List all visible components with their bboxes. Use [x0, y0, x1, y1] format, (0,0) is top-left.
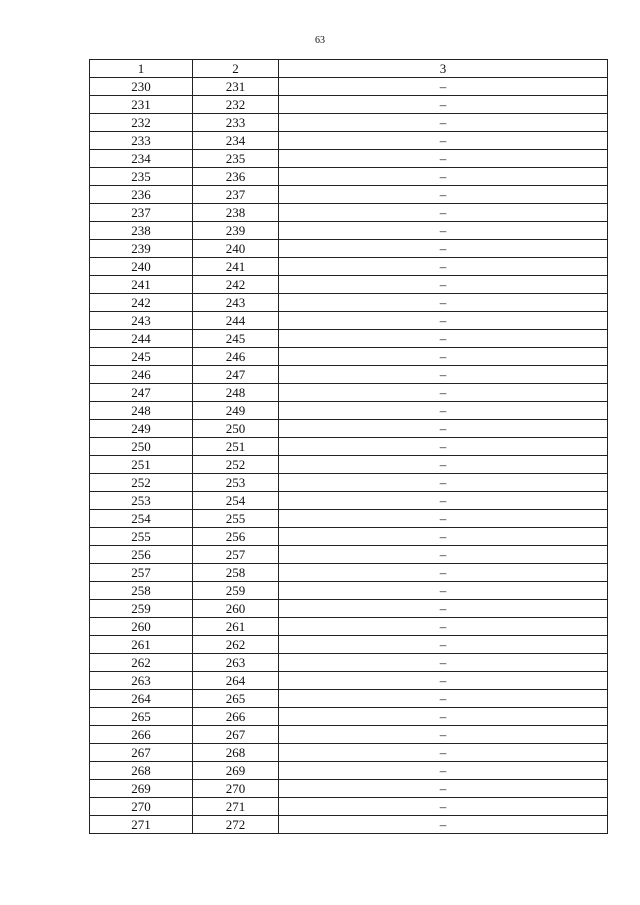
table-row [90, 564, 608, 582]
table-cell-col-2: 268 [193, 744, 279, 762]
table-row [90, 492, 608, 510]
table-cell-col-1: 237 [90, 204, 193, 222]
table-cell-col-1: 241 [90, 276, 193, 294]
table-row [90, 654, 608, 672]
table-row [90, 618, 608, 636]
table-row [90, 816, 608, 834]
table-row [90, 474, 608, 492]
table-row [90, 78, 608, 96]
table-row [90, 366, 608, 384]
table-cell-col-3: – [279, 726, 608, 744]
table-cell-col-1: 242 [90, 294, 193, 312]
table-cell-col-3: – [279, 492, 608, 510]
table-cell-col-3: – [279, 780, 608, 798]
table-cell-col-3: – [279, 186, 608, 204]
table-row [90, 708, 608, 726]
table-cell-col-3: – [279, 96, 608, 114]
table-row [90, 96, 608, 114]
table-cell-col-3: – [279, 708, 608, 726]
table-row [90, 222, 608, 240]
table-cell-col-1: 245 [90, 348, 193, 366]
table-cell-col-2: 263 [193, 654, 279, 672]
table-cell-col-3: – [279, 312, 608, 330]
table-cell-col-1: 234 [90, 150, 193, 168]
table-cell-col-2: 243 [193, 294, 279, 312]
table-cell-col-2: 232 [193, 96, 279, 114]
table-cell-col-1: 230 [90, 78, 193, 96]
column-header-2: 2 [193, 60, 279, 78]
table-cell-col-3: – [279, 204, 608, 222]
table-cell-col-1: 257 [90, 564, 193, 582]
table-row [90, 384, 608, 402]
table-row [90, 294, 608, 312]
table-cell-col-1: 238 [90, 222, 193, 240]
table-row [90, 762, 608, 780]
table-cell-col-1: 233 [90, 132, 193, 150]
table-cell-col-3: – [279, 438, 608, 456]
table-row [90, 204, 608, 222]
table-cell-col-1: 253 [90, 492, 193, 510]
table-cell-col-2: 266 [193, 708, 279, 726]
table-row [90, 240, 608, 258]
table-cell-col-3: – [279, 384, 608, 402]
table-cell-col-1: 264 [90, 690, 193, 708]
table-cell-col-1: 270 [90, 798, 193, 816]
table-cell-col-3: – [279, 636, 608, 654]
table-cell-col-2: 264 [193, 672, 279, 690]
table-cell-col-1: 254 [90, 510, 193, 528]
table-cell-col-2: 244 [193, 312, 279, 330]
table-row [90, 348, 608, 366]
column-header-1: 1 [90, 60, 193, 78]
table-row [90, 744, 608, 762]
table-row [90, 186, 608, 204]
table-cell-col-3: – [279, 798, 608, 816]
table-cell-col-3: – [279, 456, 608, 474]
table-row [90, 150, 608, 168]
table-cell-col-1: 243 [90, 312, 193, 330]
table-body [90, 78, 608, 834]
table-cell-col-1: 250 [90, 438, 193, 456]
table-cell-col-3: – [279, 510, 608, 528]
table-cell-col-1: 258 [90, 582, 193, 600]
table-cell-col-3: – [279, 744, 608, 762]
table-cell-col-2: 254 [193, 492, 279, 510]
table-row [90, 798, 608, 816]
table-cell-col-3: – [279, 546, 608, 564]
table-cell-col-1: 249 [90, 420, 193, 438]
table-cell-col-1: 235 [90, 168, 193, 186]
table-cell-col-3: – [279, 474, 608, 492]
table-cell-col-1: 247 [90, 384, 193, 402]
table-cell-col-3: – [279, 348, 608, 366]
table-cell-col-2: 252 [193, 456, 279, 474]
table-cell-col-3: – [279, 78, 608, 96]
table-cell-col-2: 259 [193, 582, 279, 600]
table-cell-col-1: 265 [90, 708, 193, 726]
table-cell-col-3: – [279, 600, 608, 618]
table-cell-col-3: – [279, 762, 608, 780]
table-cell-col-3: – [279, 150, 608, 168]
table-cell-col-1: 231 [90, 96, 193, 114]
table-row [90, 582, 608, 600]
table-row [90, 402, 608, 420]
table-cell-col-2: 262 [193, 636, 279, 654]
table-row [90, 636, 608, 654]
column-header-3: 3 [279, 60, 608, 78]
table-cell-col-2: 247 [193, 366, 279, 384]
table-cell-col-1: 261 [90, 636, 193, 654]
table-cell-col-2: 261 [193, 618, 279, 636]
table-cell-col-1: 240 [90, 258, 193, 276]
table-cell-col-3: – [279, 816, 608, 834]
table-row [90, 168, 608, 186]
table-cell-col-3: – [279, 582, 608, 600]
table-row [90, 438, 608, 456]
table-cell-col-2: 250 [193, 420, 279, 438]
table-cell-col-1: 246 [90, 366, 193, 384]
table-cell-col-2: 246 [193, 348, 279, 366]
table-cell-col-3: – [279, 690, 608, 708]
table-cell-col-3: – [279, 240, 608, 258]
table-cell-col-2: 234 [193, 132, 279, 150]
table-cell-col-1: 244 [90, 330, 193, 348]
table-cell-col-2: 238 [193, 204, 279, 222]
table-cell-col-3: – [279, 222, 608, 240]
table-cell-col-3: – [279, 294, 608, 312]
table-cell-col-2: 267 [193, 726, 279, 744]
table-header-row [90, 60, 608, 78]
table-cell-col-2: 239 [193, 222, 279, 240]
table-cell-col-1: 267 [90, 744, 193, 762]
table-cell-col-3: – [279, 618, 608, 636]
table-cell-col-3: – [279, 330, 608, 348]
table-cell-col-1: 239 [90, 240, 193, 258]
table-row [90, 276, 608, 294]
table-row [90, 600, 608, 618]
table-cell-col-2: 271 [193, 798, 279, 816]
table-cell-col-3: – [279, 672, 608, 690]
table-cell-col-2: 257 [193, 546, 279, 564]
table-cell-col-1: 256 [90, 546, 193, 564]
table-cell-col-3: – [279, 366, 608, 384]
table-cell-col-3: – [279, 564, 608, 582]
table-cell-col-1: 255 [90, 528, 193, 546]
table-row [90, 420, 608, 438]
table-row [90, 258, 608, 276]
table-cell-col-2: 251 [193, 438, 279, 456]
table-cell-col-3: – [279, 402, 608, 420]
table-cell-col-2: 237 [193, 186, 279, 204]
table-cell-col-2: 255 [193, 510, 279, 528]
table-cell-col-1: 271 [90, 816, 193, 834]
table-cell-col-2: 235 [193, 150, 279, 168]
table-cell-col-1: 262 [90, 654, 193, 672]
table-cell-col-3: – [279, 654, 608, 672]
table-cell-col-1: 268 [90, 762, 193, 780]
table-row [90, 312, 608, 330]
table-cell-col-1: 251 [90, 456, 193, 474]
table-cell-col-3: – [279, 420, 608, 438]
table-cell-col-2: 245 [193, 330, 279, 348]
table-row [90, 672, 608, 690]
table-cell-col-2: 253 [193, 474, 279, 492]
table-cell-col-2: 249 [193, 402, 279, 420]
table-cell-col-2: 236 [193, 168, 279, 186]
table-cell-col-2: 272 [193, 816, 279, 834]
table-cell-col-3: – [279, 276, 608, 294]
table-cell-col-3: – [279, 528, 608, 546]
table-cell-col-2: 260 [193, 600, 279, 618]
table-cell-col-2: 256 [193, 528, 279, 546]
table-cell-col-2: 270 [193, 780, 279, 798]
table-cell-col-2: 248 [193, 384, 279, 402]
table-cell-col-3: – [279, 168, 608, 186]
table-cell-col-2: 258 [193, 564, 279, 582]
table-cell-col-1: 252 [90, 474, 193, 492]
table-row [90, 780, 608, 798]
table-cell-col-2: 231 [193, 78, 279, 96]
table-row [90, 510, 608, 528]
table-row [90, 690, 608, 708]
data-table [89, 59, 608, 834]
table-cell-col-1: 266 [90, 726, 193, 744]
table-cell-col-3: – [279, 114, 608, 132]
table-row [90, 528, 608, 546]
table-cell-col-3: – [279, 132, 608, 150]
table-row [90, 546, 608, 564]
table-cell-col-2: 269 [193, 762, 279, 780]
page-number: 63 [315, 35, 325, 46]
table-cell-col-2: 233 [193, 114, 279, 132]
table-row [90, 456, 608, 474]
table-cell-col-1: 260 [90, 618, 193, 636]
table-cell-col-1: 236 [90, 186, 193, 204]
table-cell-col-3: – [279, 258, 608, 276]
table-cell-col-1: 232 [90, 114, 193, 132]
table-cell-col-1: 269 [90, 780, 193, 798]
table-row [90, 132, 608, 150]
table-row [90, 726, 608, 744]
table-cell-col-1: 263 [90, 672, 193, 690]
table-cell-col-1: 248 [90, 402, 193, 420]
table-cell-col-1: 259 [90, 600, 193, 618]
table-cell-col-2: 241 [193, 258, 279, 276]
table-cell-col-2: 240 [193, 240, 279, 258]
table-cell-col-2: 242 [193, 276, 279, 294]
table-row [90, 114, 608, 132]
table-row [90, 330, 608, 348]
table-cell-col-2: 265 [193, 690, 279, 708]
